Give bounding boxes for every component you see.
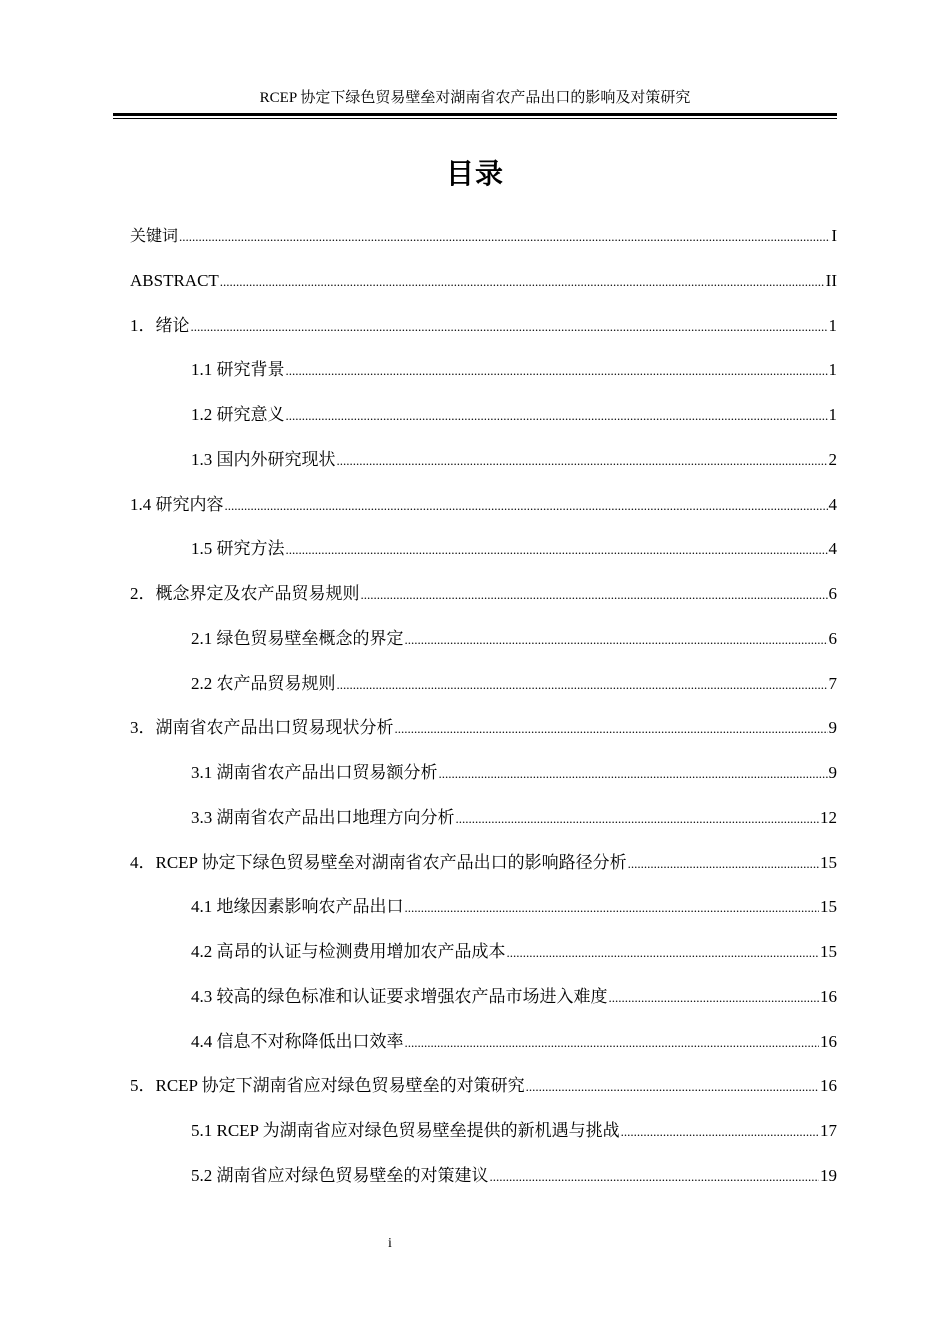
toc-entry[interactable]: [130, 670, 837, 715]
toc-entry-label: 1.2 研究意义: [191, 405, 285, 424]
dot-leader: [286, 402, 828, 430]
toc-entry-label: 2.1 绿色贸易壁垒概念的界定: [191, 628, 404, 648]
toc-entry-page: 16: [820, 1076, 837, 1096]
toc-entry[interactable]: [130, 267, 837, 312]
toc-entry[interactable]: [130, 535, 837, 580]
toc-entry[interactable]: [130, 356, 837, 401]
dot-leader: [405, 894, 820, 922]
dot-leader: [526, 1073, 819, 1101]
toc-entry-page: 9: [828, 718, 837, 738]
toc-entry[interactable]: [130, 625, 837, 670]
toc-entry-page: 1: [828, 405, 837, 424]
dot-leader: [361, 581, 828, 609]
toc-entry-label: 5．RCEP 协定下湖南省应对绿色贸易壁垒的对策研究: [130, 1076, 525, 1096]
table-of-contents: [130, 222, 837, 1207]
header-rule: [113, 113, 837, 116]
toc-entry-label: 3.1 湖南省农产品出口贸易额分析: [191, 763, 438, 782]
dot-leader: [456, 805, 820, 833]
toc-entry-page: 1: [828, 315, 837, 335]
toc-entry[interactable]: [130, 714, 837, 759]
toc-entry-page: 9: [828, 763, 837, 782]
toc-entry[interactable]: [130, 401, 837, 446]
dot-leader: [220, 268, 825, 296]
toc-entry[interactable]: [130, 446, 837, 491]
toc-entry-label: 2.2 农产品贸易规则: [191, 673, 336, 693]
dot-leader: [179, 223, 830, 251]
toc-entry[interactable]: [130, 938, 837, 983]
dot-leader: [395, 715, 828, 743]
toc-entry-page: 15: [820, 852, 837, 872]
dot-leader: [337, 447, 828, 475]
toc-entry-label: 4.2 高昂的认证与检测费用增加农产品成本: [191, 942, 506, 961]
toc-entry-page: 15: [820, 897, 837, 917]
toc-entry-page: 6: [828, 628, 837, 648]
dot-leader: [337, 671, 828, 699]
dot-leader: [439, 760, 828, 788]
toc-entry[interactable]: [130, 1028, 837, 1073]
dot-leader: [628, 850, 819, 878]
toc-title: 目录: [445, 157, 504, 190]
toc-entry-label: 1.5 研究方法: [191, 539, 285, 559]
toc-entry[interactable]: [130, 849, 837, 894]
toc-entry[interactable]: [130, 1162, 837, 1207]
toc-entry-page: 17: [820, 1121, 837, 1140]
toc-entry-page: 6: [828, 584, 837, 603]
toc-entry-page: 12: [820, 807, 837, 827]
dot-leader: [621, 1118, 819, 1146]
toc-entry-page: 4: [828, 539, 837, 559]
toc-entry-page: 1: [828, 360, 837, 380]
toc-entry-label: 3.3 湖南省农产品出口地理方向分析: [191, 807, 455, 827]
toc-entry[interactable]: [130, 491, 837, 536]
dot-leader: [286, 536, 828, 564]
toc-entry-page: I: [831, 226, 837, 245]
running-header: RCEP 协定下绿色贸易壁垒对湖南省农产品出口的影响及对策研究: [259, 90, 691, 106]
toc-entry-label: 关键词: [130, 226, 179, 245]
toc-entry-page: 15: [820, 942, 837, 961]
toc-entry-label: 5.1 RCEP 为湖南省应对绿色贸易壁垒提供的新机遇与挑战: [191, 1121, 620, 1140]
dot-leader: [286, 357, 828, 385]
toc-entry-page: 2: [828, 449, 837, 469]
toc-entry-label: 4.1 地缘因素影响农产品出口: [191, 897, 404, 917]
toc-entry[interactable]: [130, 983, 837, 1028]
toc-entry-label: 5.2 湖南省应对绿色贸易壁垒的对策建议: [191, 1165, 489, 1185]
toc-entry-label: 1.1 研究背景: [191, 360, 285, 380]
dot-leader: [609, 984, 820, 1012]
toc-entry-label: 4.4 信息不对称降低出口效率: [191, 1031, 404, 1051]
toc-entry[interactable]: [130, 1072, 837, 1117]
toc-entry[interactable]: [130, 222, 837, 267]
dot-leader: [490, 1163, 820, 1191]
toc-entry-page: 19: [820, 1165, 837, 1185]
toc-entry-page: 4: [828, 494, 837, 514]
toc-entry-label: 1．绪论: [130, 315, 190, 335]
toc-entry-label: 4．RCEP 协定下绿色贸易壁垒对湖南省农产品出口的影响路径分析: [130, 852, 627, 872]
toc-entry-label: 1.4 研究内容: [130, 494, 224, 514]
toc-entry-page: 16: [820, 986, 837, 1006]
toc-entry-label: ABSTRACT: [130, 270, 219, 290]
toc-entry[interactable]: [130, 312, 837, 357]
page-number: i: [388, 1236, 392, 1251]
header-rule-thin: [113, 118, 837, 119]
toc-entry[interactable]: [130, 759, 837, 804]
dot-leader: [405, 1029, 820, 1057]
dot-leader: [191, 313, 828, 341]
dot-leader: [507, 939, 820, 967]
dot-leader: [405, 626, 828, 654]
toc-entry-page: 16: [820, 1031, 837, 1051]
toc-entry-page: II: [825, 270, 837, 290]
toc-entry-label: 4.3 较高的绿色标准和认证要求增强农产品市场进入难度: [191, 986, 608, 1006]
toc-entry-label: 1.3 国内外研究现状: [191, 449, 336, 469]
toc-entry[interactable]: [130, 804, 837, 849]
toc-entry[interactable]: [130, 1117, 837, 1162]
toc-entry[interactable]: [130, 580, 837, 625]
toc-entry[interactable]: [130, 893, 837, 938]
dot-leader: [225, 492, 828, 520]
toc-entry-page: 7: [828, 673, 837, 693]
toc-entry-label: 3．湖南省农产品出口贸易现状分析: [130, 718, 394, 738]
toc-entry-label: 2．概念界定及农产品贸易规则: [130, 584, 360, 603]
